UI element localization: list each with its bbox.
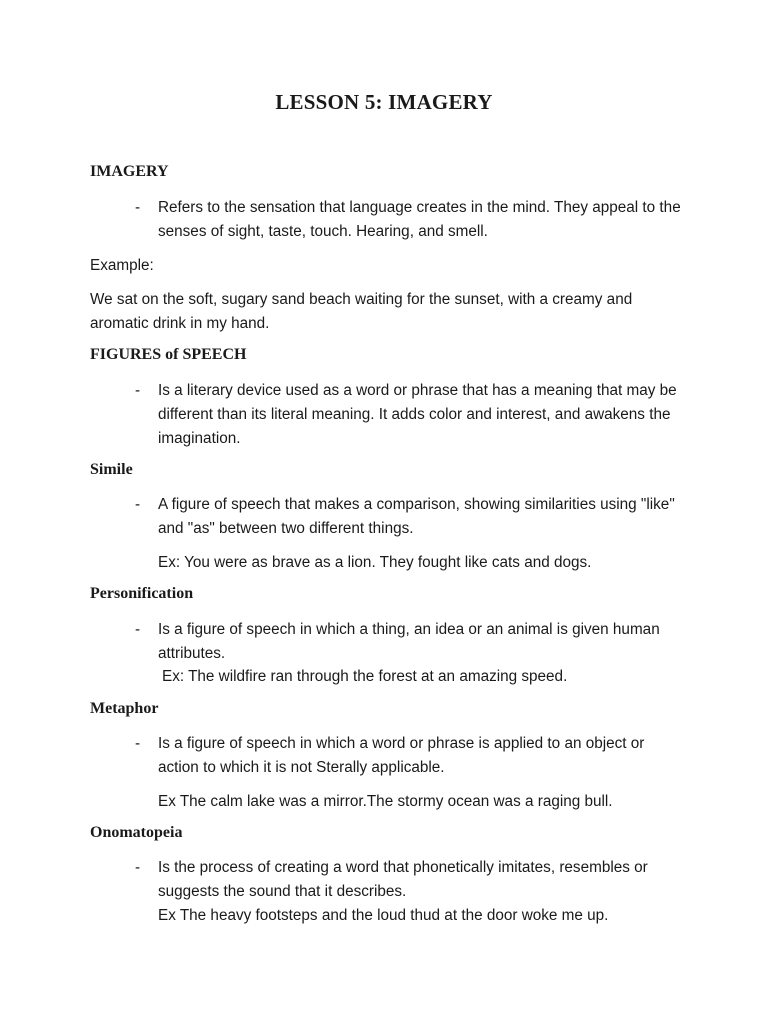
bullet-marker: - (135, 382, 141, 399)
bullet-marker: - (135, 621, 141, 638)
section-heading-imagery: IMAGERY (90, 163, 169, 180)
bullet-marker: - (135, 199, 141, 216)
bullet-marker: - (135, 735, 141, 752)
section-heading-figures: FIGURES of SPEECH (90, 346, 247, 363)
personification-example: Ex: The wildfire ran through the forest at an amazing speed. (162, 668, 568, 685)
simile-example: Ex: You were as brave as a lion. They fought like cats and dogs. (158, 554, 592, 571)
bullet-marker: - (135, 496, 141, 513)
section-heading-simile: Simile (90, 461, 133, 478)
section-heading-onomatopoeia: Onomatopeia (90, 824, 183, 841)
example-label: Example: (90, 257, 154, 274)
figures-definition: Is a literary device used as a word or phrase that has a meaning that may be different than its literal meaning. It adds color and interest, and awakens the imagination. (158, 382, 677, 447)
section-heading-metaphor: Metaphor (90, 700, 159, 717)
metaphor-example: Ex The calm lake was a mirror.The stormy ocean was a raging bull. (158, 793, 613, 810)
imagery-definition: Refers to the sensation that language creates in the mind. They appeal to the senses of sight, taste, touch. Hearing, and smell. (158, 199, 681, 240)
personification-definition: Is a figure of speech in which a thing, an idea or an animal is given human attributes. (158, 621, 660, 662)
bullet-marker: - (135, 859, 141, 876)
onomatopoeia-example: Ex The heavy footsteps and the loud thud at the door woke me up. (158, 907, 609, 924)
simile-definition: A figure of speech that makes a comparison, showing similarities using "like" and "as" between two different things. (158, 496, 675, 537)
onomatopoeia-definition: Is the process of creating a word that phonetically imitates, resembles or suggests the sound that it describes. (158, 859, 648, 900)
imagery-example: We sat on the soft, sugary sand beach waiting for the sunset, with a creamy and aromatic drink in my hand. (90, 291, 633, 332)
section-heading-personification: Personification (90, 585, 194, 602)
metaphor-definition: Is a figure of speech in which a word or phrase is applied to an object or action to which it is not Sterally applicable. (158, 735, 645, 776)
page-title: LESSON 5: IMAGERY (275, 90, 493, 114)
